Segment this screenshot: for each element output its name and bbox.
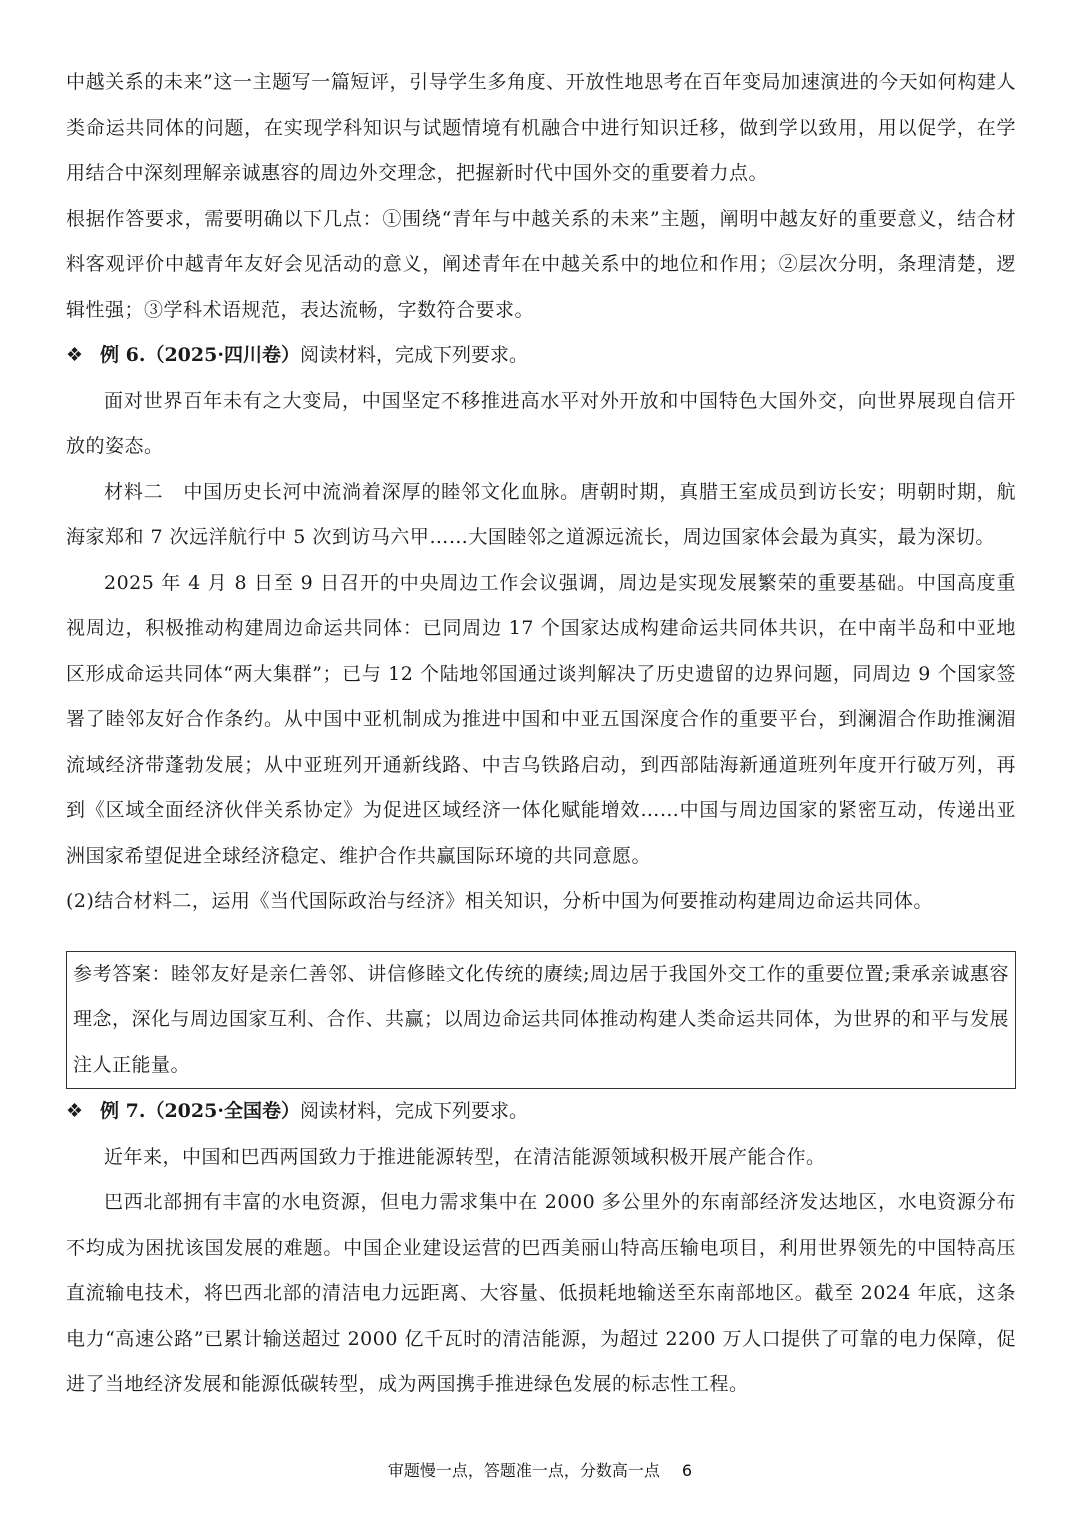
material-paragraph: 2025 年 4 月 8 日至 9 日召开的中央周边工作会议强调，周边是实现发展繁荣的重要基础。中国高度重视周边，积极推动构建周边命运共同体：已同周边 17 个国家达成构建命运共同体共识，在中南半岛和中亚地区形成命运共同体“两大集群”；已与 12 个陆地邻国通过谈判解决了历史遗留的边界问题，同周边 9 个国家签署了睦邻友好合作条约。从中国中亚机制成为推进中国和中亚五国深度合作的重要平台，到澜湄合作助推澜湄流域经济带蓬勃发展；从中亚班列开通新线路、中吉乌铁路启动，到西部陆海新通道班列年度开行破万列，再到《区域全面经济伙伴关系协定》为促进区域经济一体化赋能增效……中国与周边国家的紧密互动，传递出亚洲国家希望促进全球经济稳定、维护合作共赢国际环境的共同意愿。 xyxy=(66,571,1016,867)
material-paragraph: 材料二 中国历史长河中流淌着深厚的睦邻文化血脉。唐朝时期，真腊王室成员到访长安；明朝时期，航海家郑和 7 次远洋航行中 5 次到访马六甲……大国睦邻之道源远流长，周边国家体会最为真实，最为深切。 xyxy=(66,480,1016,548)
diamond-bullet-icon: ❖ xyxy=(66,344,84,366)
paragraph-requirements: 根据作答要求，需要明确以下几点：①围绕“青年与中越关系的未来”主题，阐明中越友好的重要意义，结合材料客观评价中越青年友好会见活动的意义，阐述青年在中越关系中的地位和作用；②层次分明，条理清楚，逻辑性强；③学科术语规范，表达流畅，字数符合要求。 xyxy=(66,207,1016,321)
material-paragraph: 近年来，中国和巴西两国致力于推进能源转型，在清洁能源领域积极开展产能合作。 xyxy=(104,1145,826,1168)
answer-box xyxy=(66,951,1016,1090)
example-instruction: 阅读材料，完成下列要求。 xyxy=(299,344,528,366)
example-source: （2025·四川卷） xyxy=(145,344,300,366)
example-label: 例 6. xyxy=(100,344,146,366)
example-7-heading xyxy=(66,1089,1016,1135)
answer-text: 参考答案：睦邻友好是亲仁善邻、讲信修睦文化传统的赓续;周边居于我国外交工作的重要位置;秉承亲诚惠容理念，深化与周边国家互利、合作、共赢；以周边命运共同体推动构建人类命运共同体，为世界的和平与发展注人正能量。 xyxy=(73,962,1010,1076)
paragraph-intro: 中越关系的未来”这一主题写一篇短评，引导学生多角度、开放性地思考在百年变局加速演进的今天如何构建人类命运共同体的问题，在实现学科知识与试题情境有机融合中进行知识迁移，做到学以致用，用以促学，在学用结合中深刻理解亲诚惠容的周边外交理念，把握新时代中国外交的重要着力点。 xyxy=(66,71,1016,184)
material-paragraph: 面对世界百年未有之大变局，中国坚定不移推进高水平对外开放和中国特色大国外交，向世界展现自信开放的姿态。 xyxy=(66,389,1016,457)
diamond-bullet-icon: ❖ xyxy=(66,1100,84,1122)
question-text: (2)结合材料二，运用《当代国际政治与经济》相关知识，分析中国为何要推动构建周边命运共同体。 xyxy=(66,890,933,912)
material-paragraph: 巴西北部拥有丰富的水电资源，但电力需求集中在 2000 多公里外的东南部经济发达地区，水电资源分布不均成为困扰该国发展的难题。中国企业建设运营的巴西美丽山特高压输电项目，利用世界领先的中国特高压直流输电技术，将巴西北部的清洁电力远距离、大容量、低损耗地输送至东南部地区。截至 2024 年底，这条电力“高速公路”已累计输送超过 2000 亿千瓦时的清洁能源，为超过 2200 万人口提供了可靠的电力保障，促进了当地经济发展和能源低碳转型，成为两国携手推进绿色发展的标志性工程。 xyxy=(66,1191,1016,1395)
document-page xyxy=(66,60,1016,1408)
example-label: 例 7. xyxy=(100,1100,146,1122)
example-instruction: 阅读材料，完成下列要求。 xyxy=(299,1100,528,1122)
example-source: （2025·全国卷） xyxy=(145,1100,300,1122)
example-6-heading xyxy=(66,333,1016,379)
footer-slogan: 审题慢一点，答题准一点，分数高一点 xyxy=(387,1461,660,1480)
page-number: 6 xyxy=(681,1461,693,1480)
page-footer xyxy=(0,1458,1080,1481)
